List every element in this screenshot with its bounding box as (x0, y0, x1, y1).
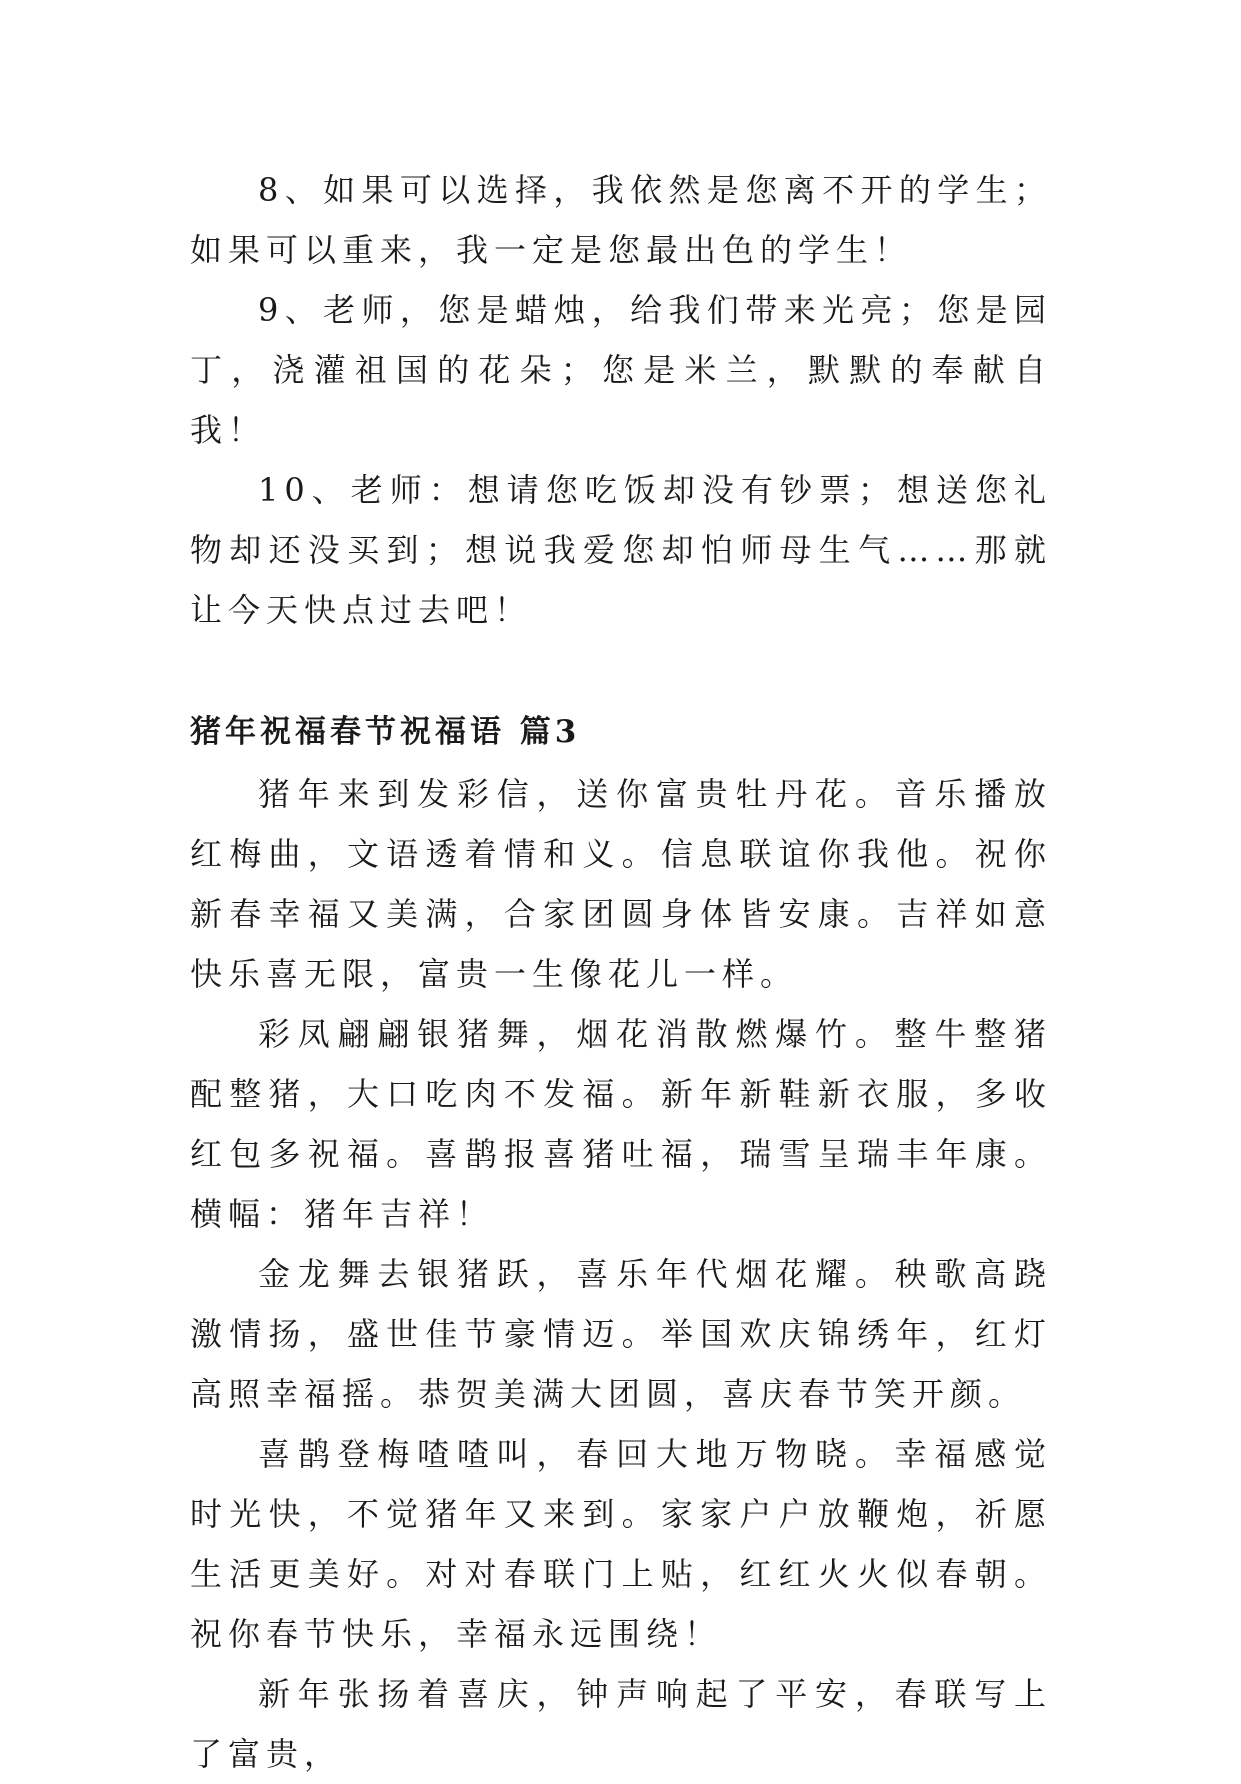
section-paragraph: 猪年来到发彩信，送你富贵牡丹花。音乐播放红梅曲，文语透着情和义。信息联谊你我他。祝你新春幸福又美满，合家团圆身体皆安康。吉祥如意快乐喜无限，富贵一生像花儿一样。 (190, 775, 1052, 993)
section-paragraph: 新年张扬着喜庆，钟声响起了平安，春联写上了富贵， (190, 1675, 1052, 1773)
section-heading: 猪年祝福春节祝福语 篇3 (190, 714, 581, 750)
document-page (190, 160, 1052, 1784)
paragraph-8: 8、如果可以选择，我依然是您离不开的学生；如果可以重来，我一定是您最出色的学生！ (190, 171, 1052, 269)
paragraph-10: 10、老师：想请您吃饭却没有钞票；想送您礼物却还没买到；想说我爱您却怕师母生气……那就让今天快点过去吧！ (190, 471, 1052, 629)
section-paragraph: 喜鹊登梅喳喳叫，春回大地万物晓。幸福感觉时光快，不觉猪年又来到。家家户户放鞭炮，祈愿生活更美好。对对春联门上贴，红红火火似春朝。祝你春节快乐，幸福永远围绕！ (190, 1435, 1052, 1653)
section-paragraph: 金龙舞去银猪跃，喜乐年代烟花耀。秧歌高跷激情扬，盛世佳节豪情迈。举国欢庆锦绣年，红灯高照幸福摇。恭贺美满大团圆，喜庆春节笑开颜。 (190, 1255, 1052, 1413)
section-paragraph: 彩凤翩翩银猪舞，烟花消散燃爆竹。整牛整猪配整猪，大口吃肉不发福。新年新鞋新衣服，多收红包多祝福。喜鹊报喜猪吐福，瑞雪呈瑞丰年康。横幅：猪年吉祥！ (190, 1015, 1052, 1233)
paragraph-9: 9、老师，您是蜡烛，给我们带来光亮；您是园丁，浇灌祖国的花朵；您是米兰，默默的奉献自我！ (190, 291, 1052, 449)
